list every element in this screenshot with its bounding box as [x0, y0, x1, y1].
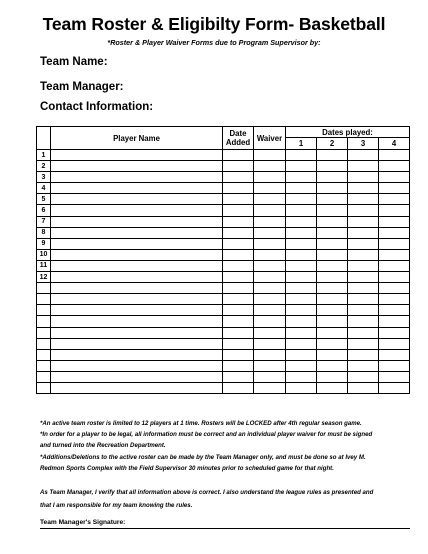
dates-played-header: Dates played:: [286, 127, 410, 138]
game-1-cell[interactable]: [286, 227, 317, 238]
waiver-cell[interactable]: [254, 205, 286, 216]
waiver-cell[interactable]: [254, 183, 286, 194]
date-added-line-1: Date: [229, 129, 247, 138]
date-added-cell[interactable]: [223, 161, 254, 172]
row-number-header: [37, 127, 51, 150]
table-row: [37, 349, 410, 360]
player-name-cell[interactable]: [51, 327, 223, 338]
game-4-cell[interactable]: [379, 371, 410, 382]
game-1-cell[interactable]: [286, 327, 317, 338]
game-2-cell[interactable]: [317, 172, 348, 183]
row-number-cell: 6: [37, 205, 51, 216]
note-line: *In order for a player to be legal, all information must be correct and an individual player waiver for must be signed: [40, 431, 373, 439]
waiver-cell[interactable]: [254, 349, 286, 360]
waiver-cell[interactable]: [254, 316, 286, 327]
signature-line[interactable]: [40, 528, 410, 529]
roster-table: [36, 126, 410, 394]
waiver-cell[interactable]: [254, 360, 286, 371]
row-number-cell: [37, 316, 51, 327]
waiver-cell[interactable]: [254, 371, 286, 382]
game-4-cell[interactable]: [379, 305, 410, 316]
game-2-cell[interactable]: [317, 360, 348, 371]
game-col-4: 4: [379, 138, 410, 150]
table-row: [37, 272, 410, 283]
note-line: *An active team roster is limited to 12 players at 1 time. Rosters will be LOCKED after 4th regular season game.: [40, 420, 362, 427]
game-4-cell[interactable]: [379, 272, 410, 283]
game-1-cell[interactable]: [286, 338, 317, 349]
date-added-cell[interactable]: [223, 205, 254, 216]
waiver-cell[interactable]: [254, 283, 286, 294]
game-3-cell[interactable]: [348, 360, 379, 371]
waiver-cell[interactable]: [254, 272, 286, 283]
game-4-cell[interactable]: [379, 205, 410, 216]
row-number-cell: 10: [37, 249, 51, 260]
table-row: [37, 316, 410, 327]
table-row: [37, 216, 410, 227]
game-4-cell[interactable]: [379, 161, 410, 172]
game-1-cell[interactable]: [286, 249, 317, 260]
row-number-cell: [37, 294, 51, 305]
game-1-cell[interactable]: [286, 305, 317, 316]
date-added-line-2: Added: [225, 138, 251, 147]
game-4-cell[interactable]: [379, 150, 410, 161]
game-4-cell[interactable]: [379, 294, 410, 305]
verify-line: that I am responsible for my team knowing the rules.: [40, 501, 193, 509]
date-added-cell[interactable]: [223, 371, 254, 382]
date-added-cell[interactable]: [223, 327, 254, 338]
waiver-cell[interactable]: [254, 238, 286, 249]
game-2-cell[interactable]: [317, 294, 348, 305]
game-1-cell[interactable]: [286, 283, 317, 294]
game-3-cell[interactable]: [348, 172, 379, 183]
note-line: Redmon Sports Complex with the Field Supervisor 30 minutes prior to scheduled game for that night.: [40, 464, 334, 472]
table-row: [37, 249, 410, 260]
manager-verification: [40, 487, 412, 512]
player-name-cell[interactable]: [51, 205, 223, 216]
player-name-cell[interactable]: [51, 272, 223, 283]
date-added-cell[interactable]: [223, 316, 254, 327]
note-line: *Additions/Deletions to the active roster can be made by the Team Manager only, and must be done so at Ivey M.: [40, 453, 366, 461]
game-3-cell[interactable]: [348, 183, 379, 194]
player-name-cell[interactable]: [51, 338, 223, 349]
game-1-cell[interactable]: [286, 360, 317, 371]
form-title: Team Roster & Eligibilty Form- Basketball: [42, 14, 386, 34]
table-row: [37, 227, 410, 238]
game-1-cell[interactable]: [286, 260, 317, 271]
player-name-cell[interactable]: [51, 183, 223, 194]
game-1-cell[interactable]: [286, 316, 317, 327]
game-3-cell[interactable]: [348, 216, 379, 227]
table-row: [37, 150, 410, 161]
date-added-cell[interactable]: [223, 216, 254, 227]
date-added-cell[interactable]: [223, 238, 254, 249]
player-name-cell[interactable]: [51, 371, 223, 382]
row-number-cell: [37, 349, 51, 360]
player-name-cell[interactable]: [51, 283, 223, 294]
game-col-3: 3: [348, 138, 379, 150]
waiver-header: Waiver: [254, 127, 286, 150]
player-name-cell[interactable]: [51, 194, 223, 205]
game-3-cell[interactable]: [348, 150, 379, 161]
row-number-cell: 3: [37, 172, 51, 183]
waiver-cell[interactable]: [254, 150, 286, 161]
game-4-cell[interactable]: [379, 327, 410, 338]
player-name-cell[interactable]: [51, 294, 223, 305]
game-3-cell[interactable]: [348, 349, 379, 360]
game-2-cell[interactable]: [317, 283, 348, 294]
rules-notes: [40, 418, 412, 474]
game-1-cell[interactable]: [286, 371, 317, 382]
row-number-cell: 11: [37, 260, 51, 271]
game-4-cell[interactable]: [379, 227, 410, 238]
player-name-cell[interactable]: [51, 260, 223, 271]
game-col-2: 2: [317, 138, 348, 150]
game-2-cell[interactable]: [317, 183, 348, 194]
table-row: [37, 305, 410, 316]
game-1-cell[interactable]: [286, 150, 317, 161]
game-1-cell[interactable]: [286, 183, 317, 194]
date-added-cell[interactable]: [223, 349, 254, 360]
player-name-cell[interactable]: [51, 150, 223, 161]
game-3-cell[interactable]: [348, 316, 379, 327]
game-1-cell[interactable]: [286, 161, 317, 172]
waiver-cell[interactable]: [254, 194, 286, 205]
verify-line: As Team Manager, I verify that all information above is correct. I also understand the league rules as presented and: [40, 489, 374, 496]
game-3-cell[interactable]: [348, 194, 379, 205]
waiver-cell[interactable]: [254, 382, 286, 393]
table-row: [37, 294, 410, 305]
row-number-cell: [37, 382, 51, 393]
row-number-cell: 5: [37, 194, 51, 205]
game-2-cell[interactable]: [317, 194, 348, 205]
game-1-cell[interactable]: [286, 294, 317, 305]
player-name-cell[interactable]: [51, 172, 223, 183]
table-row: [37, 360, 410, 371]
game-2-cell[interactable]: [317, 150, 348, 161]
game-1-cell[interactable]: [286, 172, 317, 183]
table-row: [37, 283, 410, 294]
date-added-cell[interactable]: [223, 272, 254, 283]
team-manager-label: Team Manager:: [40, 81, 124, 93]
date-added-cell[interactable]: [223, 194, 254, 205]
game-3-cell[interactable]: [348, 305, 379, 316]
player-name-cell[interactable]: [51, 216, 223, 227]
waiver-cell[interactable]: [254, 227, 286, 238]
game-4-cell[interactable]: [379, 349, 410, 360]
date-added-header: [223, 127, 254, 150]
game-3-cell[interactable]: [348, 294, 379, 305]
row-number-cell: [37, 305, 51, 316]
waiver-cell[interactable]: [254, 327, 286, 338]
game-1-cell[interactable]: [286, 216, 317, 227]
table-row: [37, 172, 410, 183]
row-number-cell: [37, 338, 51, 349]
row-number-cell: 4: [37, 183, 51, 194]
game-1-cell[interactable]: [286, 194, 317, 205]
form-subtitle: *Roster & Player Waiver Forms due to Program Supervisor by:: [107, 38, 321, 47]
game-4-cell[interactable]: [379, 183, 410, 194]
waiver-cell[interactable]: [254, 294, 286, 305]
game-2-cell[interactable]: [317, 349, 348, 360]
game-3-cell[interactable]: [348, 283, 379, 294]
game-2-cell[interactable]: [317, 316, 348, 327]
player-name-cell[interactable]: [51, 360, 223, 371]
game-4-cell[interactable]: [379, 238, 410, 249]
game-3-cell[interactable]: [348, 238, 379, 249]
game-3-cell[interactable]: [348, 338, 379, 349]
table-row: [37, 161, 410, 172]
game-1-cell[interactable]: [286, 349, 317, 360]
game-4-cell[interactable]: [379, 194, 410, 205]
game-2-cell[interactable]: [317, 338, 348, 349]
date-added-cell[interactable]: [223, 183, 254, 194]
game-3-cell[interactable]: [348, 382, 379, 393]
table-row: [37, 260, 410, 271]
date-added-cell[interactable]: [223, 260, 254, 271]
game-4-cell[interactable]: [379, 249, 410, 260]
table-row: [37, 327, 410, 338]
game-3-cell[interactable]: [348, 249, 379, 260]
row-number-cell: 9: [37, 238, 51, 249]
game-3-cell[interactable]: [348, 327, 379, 338]
game-4-cell[interactable]: [379, 382, 410, 393]
game-4-cell[interactable]: [379, 316, 410, 327]
waiver-cell[interactable]: [254, 216, 286, 227]
game-2-cell[interactable]: [317, 327, 348, 338]
game-3-cell[interactable]: [348, 371, 379, 382]
waiver-cell[interactable]: [254, 260, 286, 271]
table-row: [37, 205, 410, 216]
game-4-cell[interactable]: [379, 216, 410, 227]
date-added-cell[interactable]: [223, 360, 254, 371]
game-3-cell[interactable]: [348, 205, 379, 216]
waiver-cell[interactable]: [254, 172, 286, 183]
player-name-header: Player Name: [51, 127, 223, 150]
date-added-cell[interactable]: [223, 172, 254, 183]
game-1-cell[interactable]: [286, 272, 317, 283]
game-4-cell[interactable]: [379, 283, 410, 294]
table-row: [37, 238, 410, 249]
row-number-cell: 8: [37, 227, 51, 238]
note-line: and turned into the Recreation Department.: [40, 442, 166, 450]
game-3-cell[interactable]: [348, 272, 379, 283]
game-4-cell[interactable]: [379, 338, 410, 349]
row-number-cell: 12: [37, 272, 51, 283]
player-name-cell[interactable]: [51, 305, 223, 316]
game-4-cell[interactable]: [379, 260, 410, 271]
table-row: [37, 382, 410, 393]
table-row: [37, 338, 410, 349]
team-name-label: Team Name:: [40, 56, 108, 68]
game-2-cell[interactable]: [317, 305, 348, 316]
game-col-1: 1: [286, 138, 317, 150]
waiver-cell[interactable]: [254, 161, 286, 172]
game-3-cell[interactable]: [348, 161, 379, 172]
waiver-cell[interactable]: [254, 249, 286, 260]
contact-information-label: Contact Information:: [40, 101, 154, 113]
row-number-cell: [37, 283, 51, 294]
game-1-cell[interactable]: [286, 205, 317, 216]
table-row: [37, 194, 410, 205]
game-4-cell[interactable]: [379, 172, 410, 183]
game-3-cell[interactable]: [348, 260, 379, 271]
row-number-cell: [37, 360, 51, 371]
player-name-cell[interactable]: [51, 316, 223, 327]
player-name-cell[interactable]: [51, 249, 223, 260]
table-row: [37, 183, 410, 194]
row-number-cell: 1: [37, 150, 51, 161]
date-added-cell[interactable]: [223, 382, 254, 393]
game-2-cell[interactable]: [317, 272, 348, 283]
game-2-cell[interactable]: [317, 161, 348, 172]
game-2-cell[interactable]: [317, 371, 348, 382]
date-added-cell[interactable]: [223, 150, 254, 161]
game-1-cell[interactable]: [286, 382, 317, 393]
player-name-cell[interactable]: [51, 238, 223, 249]
player-name-cell[interactable]: [51, 227, 223, 238]
game-1-cell[interactable]: [286, 238, 317, 249]
date-added-cell[interactable]: [223, 249, 254, 260]
date-added-cell[interactable]: [223, 338, 254, 349]
game-2-cell[interactable]: [317, 216, 348, 227]
game-2-cell[interactable]: [317, 227, 348, 238]
table-row: [37, 371, 410, 382]
game-2-cell[interactable]: [317, 382, 348, 393]
signature-label: Team Manager's Signature:: [40, 519, 126, 526]
row-number-cell: [37, 327, 51, 338]
player-name-cell[interactable]: [51, 161, 223, 172]
game-3-cell[interactable]: [348, 227, 379, 238]
row-number-cell: 2: [37, 161, 51, 172]
waiver-cell[interactable]: [254, 305, 286, 316]
game-2-cell[interactable]: [317, 249, 348, 260]
game-4-cell[interactable]: [379, 360, 410, 371]
date-added-cell[interactable]: [223, 305, 254, 316]
date-added-cell[interactable]: [223, 227, 254, 238]
row-number-cell: [37, 371, 51, 382]
row-number-cell: 7: [37, 216, 51, 227]
game-2-cell[interactable]: [317, 205, 348, 216]
player-name-cell[interactable]: [51, 349, 223, 360]
date-added-cell[interactable]: [223, 283, 254, 294]
game-2-cell[interactable]: [317, 260, 348, 271]
waiver-cell[interactable]: [254, 338, 286, 349]
game-2-cell[interactable]: [317, 238, 348, 249]
player-name-cell[interactable]: [51, 382, 223, 393]
date-added-cell[interactable]: [223, 294, 254, 305]
